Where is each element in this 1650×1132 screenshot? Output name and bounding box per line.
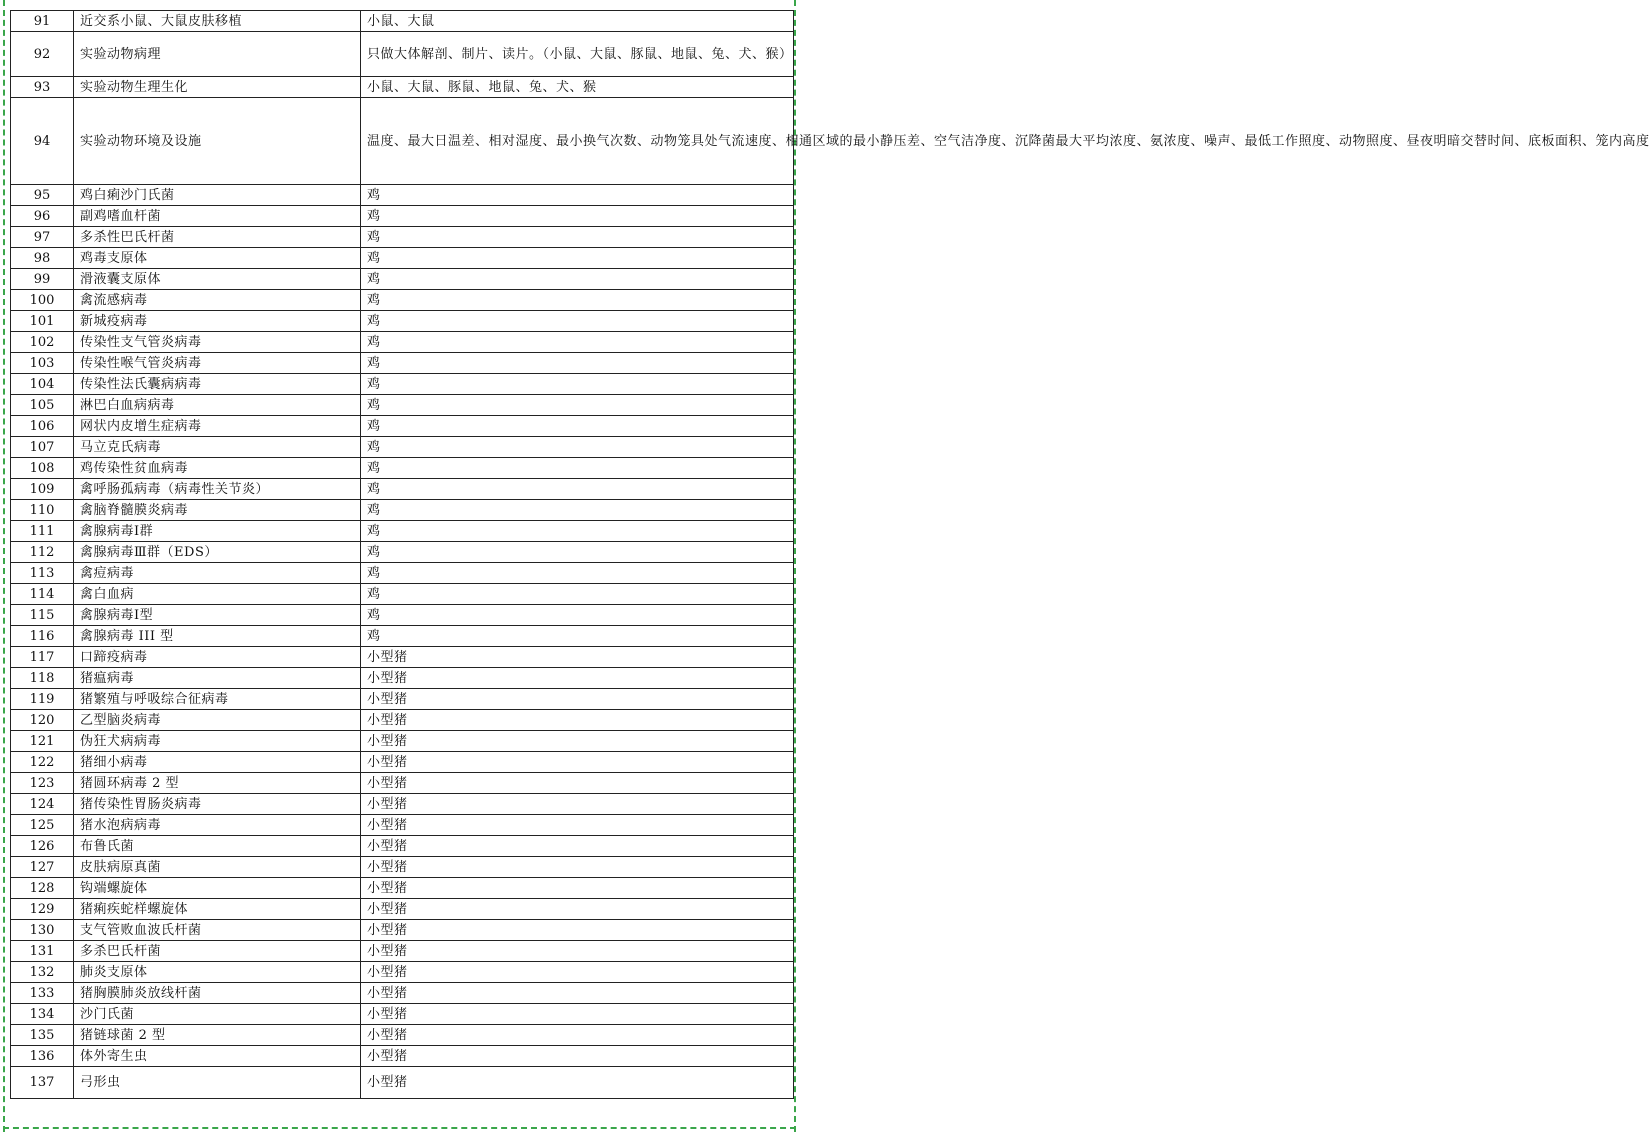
applicable-animals: 鸡 [361, 500, 794, 521]
table-row [11, 668, 794, 689]
table-row [11, 77, 794, 98]
table-row [11, 269, 794, 290]
test-item: 新城疫病毒 [74, 311, 361, 332]
row-number: 127 [11, 857, 74, 878]
test-item: 实验动物生理生化 [74, 77, 361, 98]
row-number: 110 [11, 500, 74, 521]
row-number: 130 [11, 920, 74, 941]
test-item: 沙门氏菌 [74, 1004, 361, 1025]
test-item: 禽流感病毒 [74, 290, 361, 311]
table-row [11, 11, 794, 32]
row-number: 119 [11, 689, 74, 710]
applicable-animals: 鸡 [361, 374, 794, 395]
test-item: 多杀性巴氏杆菌 [74, 227, 361, 248]
test-item: 马立克氏病毒 [74, 437, 361, 458]
row-number: 126 [11, 836, 74, 857]
applicable-animals: 鸡 [361, 584, 794, 605]
test-item: 肺炎支原体 [74, 962, 361, 983]
row-number: 105 [11, 395, 74, 416]
test-item: 滑液囊支原体 [74, 269, 361, 290]
applicable-animals: 小型猪 [361, 941, 794, 962]
applicable-animals: 小型猪 [361, 689, 794, 710]
row-number: 98 [11, 248, 74, 269]
row-number: 136 [11, 1046, 74, 1067]
test-item: 传染性支气管炎病毒 [74, 332, 361, 353]
test-item: 实验动物环境及设施 [74, 98, 361, 185]
table-body [11, 11, 1650, 1099]
test-item: 猪传染性胃肠炎病毒 [74, 794, 361, 815]
test-item: 禽白血病 [74, 584, 361, 605]
row-number: 104 [11, 374, 74, 395]
table-row [11, 1067, 794, 1099]
row-number: 102 [11, 332, 74, 353]
table-row [11, 962, 794, 983]
test-item: 弓形虫 [74, 1067, 361, 1099]
row-number: 131 [11, 941, 74, 962]
applicable-animals: 鸡 [361, 542, 794, 563]
test-item: 猪痢疾蛇样螺旋体 [74, 899, 361, 920]
test-item: 多杀巴氏杆菌 [74, 941, 361, 962]
applicable-animals: 小型猪 [361, 794, 794, 815]
row-number: 108 [11, 458, 74, 479]
table-row [11, 920, 794, 941]
inspection-items-table [10, 10, 1650, 1099]
row-number: 122 [11, 752, 74, 773]
test-item: 猪胸膜肺炎放线杆菌 [74, 983, 361, 1004]
row-number: 133 [11, 983, 74, 1004]
table-row [11, 437, 794, 458]
row-number: 125 [11, 815, 74, 836]
row-number: 123 [11, 773, 74, 794]
table-row [11, 311, 794, 332]
applicable-animals: 小型猪 [361, 773, 794, 794]
table-row [11, 1046, 794, 1067]
test-item: 乙型脑炎病毒 [74, 710, 361, 731]
row-number: 112 [11, 542, 74, 563]
page-border-bottom [3, 1127, 796, 1129]
applicable-animals: 小型猪 [361, 836, 794, 857]
table-row [11, 332, 794, 353]
row-number: 111 [11, 521, 74, 542]
test-item: 体外寄生虫 [74, 1046, 361, 1067]
table-row [11, 794, 794, 815]
test-item: 猪圆环病毒 2 型 [74, 773, 361, 794]
applicable-animals: 小型猪 [361, 878, 794, 899]
test-item: 传染性法氏囊病病毒 [74, 374, 361, 395]
row-number: 121 [11, 731, 74, 752]
test-item: 禽腺病毒Ⅰ型 [74, 605, 361, 626]
test-item: 禽腺病毒 III 型 [74, 626, 361, 647]
test-item: 禽腺病毒Ⅲ群（EDS） [74, 542, 361, 563]
applicable-animals: 鸡 [361, 605, 794, 626]
table-row [11, 626, 794, 647]
applicable-animals: 鸡 [361, 521, 794, 542]
row-number: 118 [11, 668, 74, 689]
applicable-animals: 只做大体解剖、制片、读片。（小鼠、大鼠、豚鼠、地鼠、兔、犬、猴） [361, 32, 794, 77]
applicable-animals: 小鼠、大鼠 [361, 11, 794, 32]
row-number: 134 [11, 1004, 74, 1025]
test-item: 近交系小鼠、大鼠皮肤移植 [74, 11, 361, 32]
applicable-animals: 鸡 [361, 416, 794, 437]
applicable-animals: 小型猪 [361, 752, 794, 773]
row-number: 129 [11, 899, 74, 920]
table-row [11, 290, 794, 311]
row-number: 115 [11, 605, 74, 626]
test-item: 口蹄疫病毒 [74, 647, 361, 668]
table-row [11, 248, 794, 269]
row-number: 135 [11, 1025, 74, 1046]
table-row [11, 584, 794, 605]
row-number: 101 [11, 311, 74, 332]
test-item: 禽痘病毒 [74, 563, 361, 584]
row-number: 91 [11, 11, 74, 32]
applicable-animals: 鸡 [361, 626, 794, 647]
row-number: 94 [11, 98, 74, 185]
row-number: 96 [11, 206, 74, 227]
table-row [11, 857, 794, 878]
applicable-animals: 鸡 [361, 353, 794, 374]
row-number: 124 [11, 794, 74, 815]
table-row [11, 941, 794, 962]
table-row [11, 752, 794, 773]
applicable-animals: 鸡 [361, 227, 794, 248]
applicable-animals: 鸡 [361, 206, 794, 227]
test-item: 禽脑脊髓膜炎病毒 [74, 500, 361, 521]
row-number: 106 [11, 416, 74, 437]
applicable-animals: 小型猪 [361, 1025, 794, 1046]
applicable-animals: 鸡 [361, 311, 794, 332]
row-number: 137 [11, 1067, 74, 1099]
table-row [11, 227, 794, 248]
table-row [11, 416, 794, 437]
row-number: 109 [11, 479, 74, 500]
table-row [11, 899, 794, 920]
test-item: 鸡毒支原体 [74, 248, 361, 269]
table-row [11, 353, 794, 374]
test-item: 皮肤病原真菌 [74, 857, 361, 878]
applicable-animals: 小型猪 [361, 1046, 794, 1067]
table-row [11, 878, 794, 899]
table-row [11, 689, 794, 710]
applicable-animals: 小鼠、大鼠、豚鼠、地鼠、兔、犬、猴 [361, 77, 794, 98]
table-row [11, 521, 794, 542]
applicable-animals: 鸡 [361, 269, 794, 290]
applicable-animals: 温度、最大日温差、相对湿度、最小换气次数、动物笼具处气流速度、相通区域的最小静压差、空气洁净度、沉降菌最大平均浓度、氨浓度、噪声、最低工作照度、动物照度、昼夜明暗交替时间、底板面积、笼内高度 [361, 98, 794, 185]
test-item: 禽腺病毒Ⅰ群 [74, 521, 361, 542]
applicable-animals: 鸡 [361, 437, 794, 458]
table-row [11, 710, 794, 731]
row-number: 117 [11, 647, 74, 668]
row-number: 120 [11, 710, 74, 731]
table-row [11, 647, 794, 668]
applicable-animals: 小型猪 [361, 731, 794, 752]
table-row [11, 458, 794, 479]
table-row [11, 605, 794, 626]
row-number: 113 [11, 563, 74, 584]
test-item: 淋巴白血病病毒 [74, 395, 361, 416]
test-item: 猪水泡病病毒 [74, 815, 361, 836]
table-row [11, 836, 794, 857]
test-item: 猪细小病毒 [74, 752, 361, 773]
table-row [11, 983, 794, 1004]
table-row [11, 1004, 794, 1025]
applicable-animals: 小型猪 [361, 710, 794, 731]
applicable-animals: 小型猪 [361, 647, 794, 668]
applicable-animals: 小型猪 [361, 1067, 794, 1099]
row-number: 92 [11, 32, 74, 77]
test-item: 钩端螺旋体 [74, 878, 361, 899]
applicable-animals: 鸡 [361, 479, 794, 500]
applicable-animals: 小型猪 [361, 1004, 794, 1025]
table-row [11, 32, 794, 77]
row-number: 132 [11, 962, 74, 983]
table-row [11, 1025, 794, 1046]
table-row [11, 563, 794, 584]
row-number: 116 [11, 626, 74, 647]
table-row [11, 479, 794, 500]
applicable-animals: 鸡 [361, 332, 794, 353]
row-number: 97 [11, 227, 74, 248]
table-row [11, 98, 794, 185]
table-row [11, 374, 794, 395]
table-row [11, 773, 794, 794]
applicable-animals: 小型猪 [361, 920, 794, 941]
test-item: 传染性喉气管炎病毒 [74, 353, 361, 374]
row-number: 100 [11, 290, 74, 311]
test-item: 伪狂犬病病毒 [74, 731, 361, 752]
test-item: 支气管败血波氏杆菌 [74, 920, 361, 941]
applicable-animals: 鸡 [361, 395, 794, 416]
row-number: 114 [11, 584, 74, 605]
applicable-animals: 小型猪 [361, 815, 794, 836]
test-item: 鸡传染性贫血病毒 [74, 458, 361, 479]
applicable-animals: 小型猪 [361, 668, 794, 689]
table-row [11, 500, 794, 521]
applicable-animals: 鸡 [361, 185, 794, 206]
test-item: 猪瘟病毒 [74, 668, 361, 689]
test-item: 实验动物病理 [74, 32, 361, 77]
table-row [11, 206, 794, 227]
table-row [11, 542, 794, 563]
test-item: 猪繁殖与呼吸综合征病毒 [74, 689, 361, 710]
test-item: 布鲁氏菌 [74, 836, 361, 857]
test-item: 副鸡嗜血杆菌 [74, 206, 361, 227]
table-row [11, 731, 794, 752]
table-row [11, 815, 794, 836]
applicable-animals: 小型猪 [361, 962, 794, 983]
applicable-animals: 小型猪 [361, 899, 794, 920]
row-number: 103 [11, 353, 74, 374]
row-number: 128 [11, 878, 74, 899]
row-number: 95 [11, 185, 74, 206]
test-item: 禽呼肠孤病毒（病毒性关节炎） [74, 479, 361, 500]
applicable-animals: 小型猪 [361, 983, 794, 1004]
test-item: 网状内皮增生症病毒 [74, 416, 361, 437]
applicable-animals: 鸡 [361, 563, 794, 584]
applicable-animals: 鸡 [361, 290, 794, 311]
applicable-animals: 鸡 [361, 458, 794, 479]
page-border-right [794, 0, 796, 1132]
table-row [11, 185, 794, 206]
applicable-animals: 小型猪 [361, 857, 794, 878]
row-number: 107 [11, 437, 74, 458]
test-item: 鸡白痢沙门氏菌 [74, 185, 361, 206]
page-border-left [3, 0, 5, 1132]
row-number: 99 [11, 269, 74, 290]
table-row [11, 395, 794, 416]
row-number: 93 [11, 77, 74, 98]
applicable-animals: 鸡 [361, 248, 794, 269]
test-item: 猪链球菌 2 型 [74, 1025, 361, 1046]
